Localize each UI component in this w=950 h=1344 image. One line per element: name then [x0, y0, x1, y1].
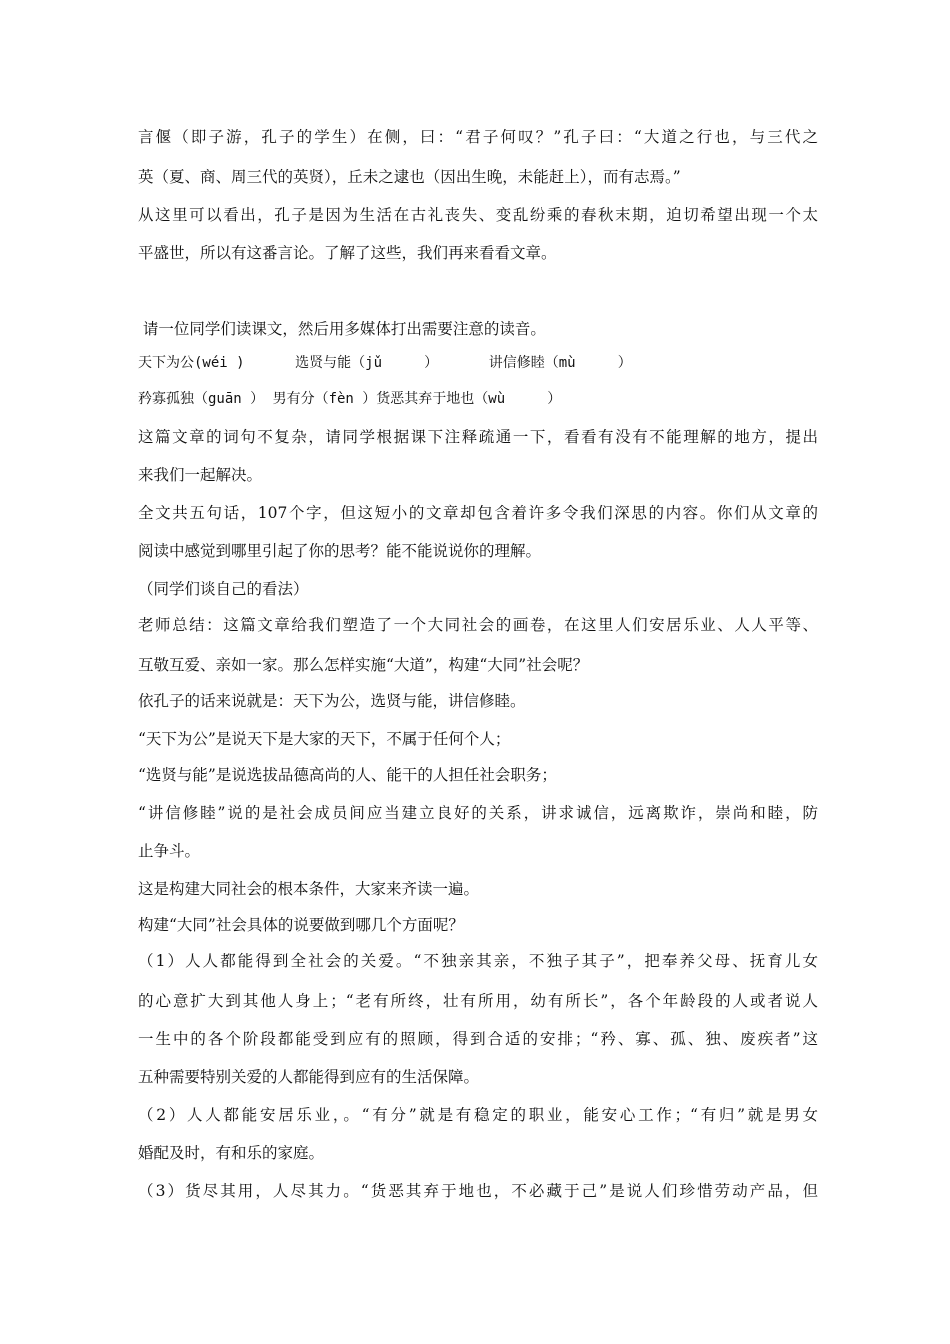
text-line: 互敬互爱、亲如一家。那么怎样实施“大道”，构建“大同”社会呢？	[138, 656, 589, 674]
pronunciation-line: 矜寡孤独（guān ） 男有分（fèn ）货恶其弃于地也（wù ）	[138, 391, 562, 407]
text-line: 依孔子的话来说就是：天下为公，选贤与能，讲信修睦。	[138, 692, 526, 710]
text-line: （1）人人都能得到全社会的关爱。“不独亲其亲，不独子其子”，把奉养父母、抚育儿女	[138, 952, 818, 970]
text-line: 平盛世，所以有这番言论。了解了这些，我们再来看看文章。	[138, 244, 557, 262]
text-line: 构建“大同”社会具体的说要做到哪几个方面呢？	[138, 916, 464, 934]
text-line: （3）货尽其用，人尽其力。“货恶其弃于地也，不必藏于己”是说人们珍惜劳动产品，但	[138, 1182, 818, 1200]
text-line: （同学们谈自己的看法）	[138, 580, 309, 598]
text-line: 老师总结：这篇文章给我们塑造了一个大同社会的画卷，在这里人们安居乐业、人人平等、	[138, 616, 818, 634]
text-line: 婚配及时，有和乐的家庭。	[138, 1144, 325, 1162]
text-line: 这篇文章的词句不复杂，请同学根据课下注释疏通一下，看看有没有不能理解的地方，提出	[138, 428, 818, 446]
text-line: 阅读中感觉到哪里引起了你的思考？能不能说说你的理解。	[138, 542, 542, 560]
text-line: “讲信修睦”说的是社会成员间应当建立良好的关系，讲求诚信，远离欺诈，崇尚和睦，防	[138, 804, 818, 822]
text-line: 全文共五句话，107个字，但这短小的文章却包含着许多令我们深思的内容。你们从文章的	[138, 504, 818, 522]
text-line: 来我们一起解决。	[138, 466, 263, 484]
text-line: 五种需要特别关爱的人都能得到应有的生活保障。	[138, 1068, 480, 1086]
text-line: 英（夏、商、周三代的英贤），丘未之逮也（因出生晚，未能赶上），而有志焉。”	[138, 168, 681, 186]
text-line: “选贤与能”是说选拔品德高尚的人、能干的人担任社会职务；	[138, 766, 557, 784]
text-line: 请一位同学们读课文，然后用多媒体打出需要注意的读音。	[138, 320, 546, 338]
text-line: 这是构建大同社会的根本条件，大家来齐读一遍。	[138, 880, 480, 898]
text-line: 一生中的各个阶段都能受到应有的照顾，得到合适的安排；“矜、寡、孤、独、废疾者”这	[138, 1030, 818, 1048]
text-line: 止争斗。	[138, 842, 201, 860]
text-line: 从这里可以看出，孔子是因为生活在古礼丧失、变乱纷乘的春秋末期，迫切希望出现一个太	[138, 206, 818, 224]
text-line: 的心意扩大到其他人身上；“老有所终，壮有所用，幼有所长”，各个年龄段的人或者说人	[138, 992, 818, 1010]
text-line: 言偃（即子游，孔子的学生）在侧，曰：“君子何叹？”孔子曰：“大道之行也，与三代之	[138, 128, 818, 146]
text-line: “天下为公”是说天下是大家的天下，不属于任何个人；	[138, 730, 511, 748]
text-line: （2）人人都能安居乐业，。“有分”就是有稳定的职业，能安心工作；“有归”就是男女	[138, 1106, 818, 1124]
pronunciation-line: 天下为公(wéi ) 选贤与能（jǔ ） 讲信修睦（mù ）	[138, 355, 632, 371]
